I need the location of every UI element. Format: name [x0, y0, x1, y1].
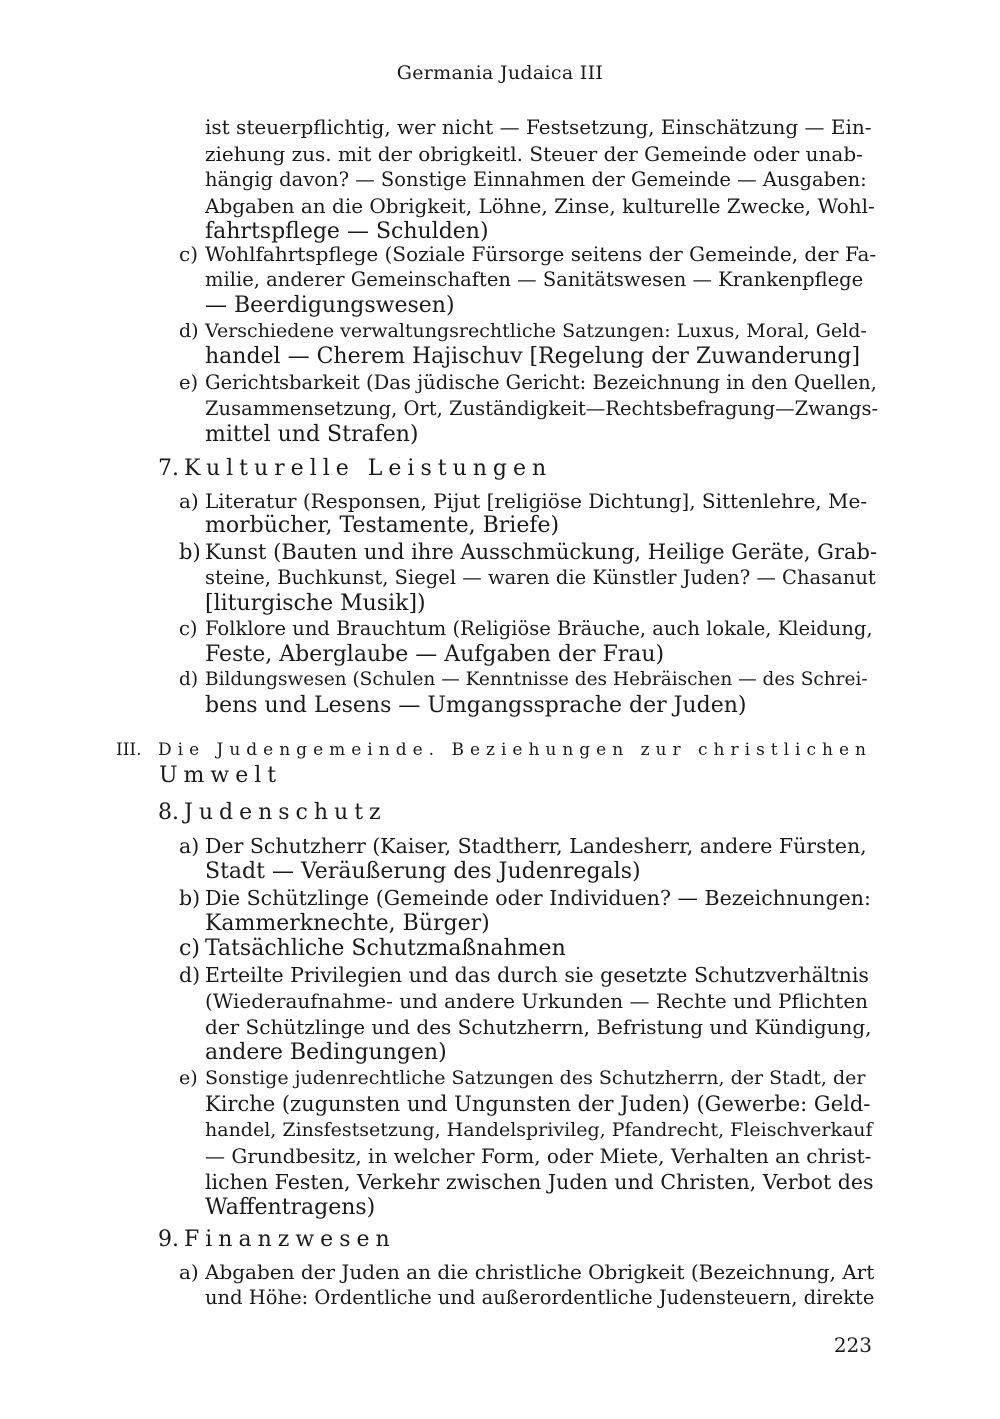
text-line: [205, 1117, 873, 1143]
text-line: [179, 667, 868, 693]
text-line: [205, 422, 419, 448]
line-text: Wohlfahrtspflege (Soziale Fürsorge seitens der Gemeinde, der Fa-: [205, 242, 877, 266]
text-line: [205, 114, 872, 140]
line-text: hängig davon? — Sonstige Einnahmen der Gemeinde — Ausgaben:: [205, 168, 867, 191]
text-line: [179, 241, 876, 267]
line-text: morbücher, Testamente, Briefe): [205, 513, 560, 538]
text-line: [205, 693, 746, 719]
line-text: Kirche (zugunsten und Ungunsten der Juden) (Gewerbe: Geld-: [205, 1092, 871, 1116]
text-line: [205, 167, 867, 193]
line-text: Erteilte Privilegien und das durch sie gesetzte Schutzverhältnis: [205, 963, 869, 987]
line-text: ziehung zus. mit der obrigkeitl. Steuer der Gemeinde oder unab-: [205, 142, 863, 166]
line-text: Gerichtsbarkeit (Das jüdische Gericht: Bezeichnung in den Quellen,: [205, 371, 877, 394]
item-label: a): [179, 1260, 199, 1284]
text-line: [116, 737, 872, 763]
section-heading: Umwelt: [159, 763, 283, 788]
line-text: Sonstige judenrechtliche Satzungen des Schutzherrn, der Stadt, der: [205, 1067, 866, 1089]
line-text: Die Schützlinge (Gemeinde oder Individuen? — Bezeichnungen:: [205, 886, 871, 910]
line-text: steine, Buchkunst, Siegel — waren die Künstler Juden? — Chasanut: [205, 566, 876, 589]
line-text: Verschiedene verwaltungsrechtliche Satzungen: Luxus, Moral, Geld-: [205, 320, 867, 342]
item-label: b): [179, 540, 201, 564]
section-heading: Finanzwesen: [184, 1227, 396, 1252]
line-text: Zusammensetzung, Ort, Zuständigkeit—Rechtsbefragung—Zwangs-: [205, 397, 879, 420]
text-line: [179, 616, 873, 642]
text-line: [205, 642, 664, 668]
text-line: [205, 1040, 447, 1066]
text-line: [205, 911, 490, 937]
line-text: Abgaben der Juden an die christliche Obrigkeit (Bezeichnung, Art: [205, 1260, 875, 1284]
text-line: [205, 1014, 872, 1040]
item-label: e): [179, 1067, 198, 1089]
text-line: [179, 1065, 865, 1091]
item-label: a): [179, 489, 199, 513]
line-text: Feste, Aberglaube — Aufgaben der Frau): [205, 642, 665, 667]
text-line: [205, 396, 878, 422]
line-text: Waffentragens): [205, 1195, 376, 1220]
section-heading: Kulturelle Leistungen: [184, 456, 553, 481]
text-line: [205, 1285, 874, 1311]
text-line: [179, 539, 877, 565]
item-label: 8.: [158, 800, 179, 825]
line-text: (Wiederaufnahme- und andere Urkunden — Rechte und Pflichten: [205, 989, 869, 1013]
line-text: bens und Lesens — Umgangssprache der Juden): [205, 693, 747, 718]
text-line: [205, 193, 875, 219]
line-text: Bildungswesen (Schulen — Kenntnisse des Hebräischen — des Schrei-: [205, 669, 868, 690]
text-line: [158, 1227, 396, 1253]
text-line: [179, 318, 867, 344]
text-line: [179, 936, 566, 962]
running-header: Germania Judaica III: [396, 62, 604, 84]
line-text: ist steuerpflichtig, wer nicht — Festsetzung, Einschätzung — Ein-: [205, 115, 872, 139]
text-line: [205, 141, 863, 167]
text-line: [179, 833, 867, 859]
item-label: 9.: [158, 1227, 179, 1252]
section-heading: Judenschutz: [184, 800, 387, 825]
line-text: — Beerdigungswesen): [205, 293, 455, 318]
text-line: [205, 1091, 870, 1117]
line-text: Tatsächliche Schutzmaßnahmen: [205, 936, 566, 961]
item-label: d): [179, 963, 201, 987]
section-heading: Die Judengemeinde. Beziehungen zur christlichen: [158, 740, 872, 760]
text-line: [205, 591, 426, 617]
line-text: mittel und Strafen): [205, 422, 419, 447]
text-line: [158, 456, 552, 482]
line-text: fahrtspflege — Schulden): [205, 219, 489, 244]
line-text: [liturgische Musik]): [205, 591, 426, 616]
line-text: handel, Zinsfestsetzung, Handelsprivileg, Pfandrecht, Fleischverkauf: [205, 1119, 873, 1141]
line-text: Abgaben an die Obrigkeit, Löhne, Zinse, kulturelle Zwecke, Wohl-: [205, 194, 875, 218]
text-line: [179, 370, 877, 396]
item-label: a): [179, 834, 200, 858]
line-text: Stadt — Veräußerung des Judenregals): [205, 859, 641, 884]
line-text: — Grundbesitz, in welcher Form, oder Miete, Verhalten an christ-: [205, 1144, 872, 1168]
item-label: c): [179, 936, 200, 961]
page-number: 223: [833, 1333, 872, 1357]
item-label: c): [179, 242, 199, 266]
line-text: Literatur (Responsen, Pijut [religiöse Dichtung], Sittenlehre, Me-: [205, 489, 868, 513]
text-line: [205, 565, 876, 591]
line-text: Der Schutzherr (Kaiser, Stadtherr, Landesherr, andere Fürsten,: [205, 834, 867, 858]
text-line: [205, 1195, 375, 1221]
line-text: milie, anderer Gemeinschaften — Sanitätswesen — Krankenpflege: [205, 268, 864, 291]
text-line: [179, 1259, 874, 1285]
item-label: d): [179, 669, 199, 690]
text-line: [205, 859, 641, 885]
text-line: [205, 1169, 874, 1195]
item-label: e): [179, 371, 199, 394]
line-text: Kammerknechte, Bürger): [205, 911, 490, 936]
line-text: und Höhe: Ordentliche und außerordentliche Judensteuern, direkte: [205, 1286, 875, 1309]
line-text: andere Bedingungen): [205, 1040, 447, 1065]
item-label: c): [179, 617, 198, 640]
item-label: 7.: [158, 456, 179, 481]
text-line: [205, 267, 863, 293]
item-label: d): [179, 320, 199, 342]
item-label: b): [179, 886, 201, 910]
line-text: handel — Cherem Hajischuv [Regelung der Zuwanderung]: [205, 344, 861, 369]
text-line: [179, 488, 867, 514]
text-line: [179, 962, 869, 988]
text-line: [205, 293, 455, 319]
text-line: [205, 344, 860, 370]
text-line: [159, 763, 282, 789]
text-line: [205, 1143, 871, 1169]
text-line: [179, 885, 871, 911]
line-text: Kunst (Bauten und ihre Ausschmückung, Heilige Geräte, Grab-: [205, 540, 878, 564]
line-text: lichen Festen, Verkehr zwischen Juden und Christen, Verbot des: [205, 1170, 874, 1194]
text-line: [158, 800, 387, 826]
line-text: der Schützlinge und des Schutzherrn, Befristung und Kündigung,: [205, 1015, 872, 1039]
text-line: [205, 988, 868, 1014]
item-label: III.: [116, 740, 142, 760]
line-text: Folklore und Brauchtum (Religiöse Bräuche, auch lokale, Kleidung,: [205, 617, 873, 640]
text-line: [205, 513, 559, 539]
